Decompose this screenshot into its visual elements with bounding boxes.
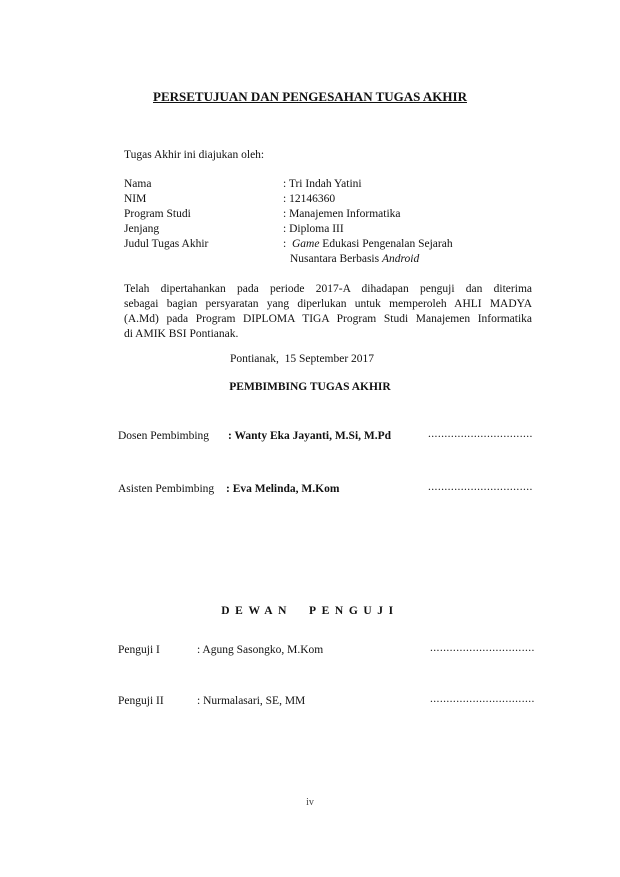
asisten-pembimbing-name: : Eva Melinda, M.Kom	[226, 483, 340, 495]
asisten-pembimbing-signature-line: ................................	[428, 481, 533, 493]
penguji-1-label: Penguji I	[118, 644, 160, 656]
field-label-nim: NIM	[124, 193, 147, 205]
penguji-2-label: Penguji II	[118, 695, 164, 707]
field-label-nama: Nama	[124, 178, 152, 190]
field-label-program-studi: Program Studi	[124, 208, 191, 220]
field-value-judul-line2	[290, 252, 419, 266]
penguji-heading: DEWAN PENGUJI	[221, 605, 399, 617]
judul-line2-italic: Android	[381, 253, 420, 265]
paragraph-line: di AMIK BSI Pontianak.	[124, 328, 239, 340]
approval-paragraph	[124, 282, 532, 342]
field-label-jenjang: Jenjang	[124, 223, 160, 235]
asisten-pembimbing-label: Asisten Pembimbing	[118, 483, 215, 495]
judul-rest: Edukasi Pengenalan Sejarah	[319, 238, 453, 250]
place-date: Pontianak, 15 September 2017	[230, 353, 375, 365]
field-value-nama: : Tri Indah Yatini	[283, 178, 362, 190]
judul-prefix: :	[283, 238, 292, 250]
field-value-nim: : 12146360	[283, 193, 336, 205]
field-value-jenjang: : Diploma III	[283, 223, 344, 235]
paragraph-line: (A.Md) pada Program DIPLOMA TIGA Program Studi Manajemen Informatika	[124, 313, 532, 325]
judul-line2: Nusantara Berbasis	[290, 253, 382, 265]
dosen-pembimbing-name: : Wanty Eka Jayanti, M.Si, M.Pd	[228, 430, 392, 442]
intro-text: Tugas Akhir ini diajukan oleh:	[124, 149, 265, 161]
dosen-pembimbing-signature-line: ................................	[428, 428, 533, 440]
judul-italic: Game	[291, 238, 320, 250]
paragraph-line: sebagai bagian persyaratan yang diperlukan untuk memperoleh AHLI MADYA	[124, 298, 532, 310]
page-number: iv	[306, 797, 314, 808]
paragraph-line: Telah dipertahankan pada periode 2017-A dihadapan penguji dan diterima	[124, 283, 532, 295]
penguji-2-name: : Nurmalasari, SE, MM	[197, 695, 306, 707]
field-value-judul	[283, 237, 453, 251]
penguji-1-name: : Agung Sasongko, M.Kom	[197, 644, 324, 656]
pembimbing-heading: PEMBIMBING TUGAS AKHIR	[229, 381, 391, 393]
penguji-2-signature-line: ................................	[430, 693, 535, 705]
field-label-judul: Judul Tugas Akhir	[124, 238, 209, 250]
page-title: PERSETUJUAN DAN PENGESAHAN TUGAS AKHIR	[153, 89, 467, 104]
penguji-1-signature-line: ................................	[430, 642, 535, 654]
field-value-program-studi: : Manajemen Informatika	[283, 208, 401, 220]
dosen-pembimbing-label: Dosen Pembimbing	[118, 430, 210, 442]
